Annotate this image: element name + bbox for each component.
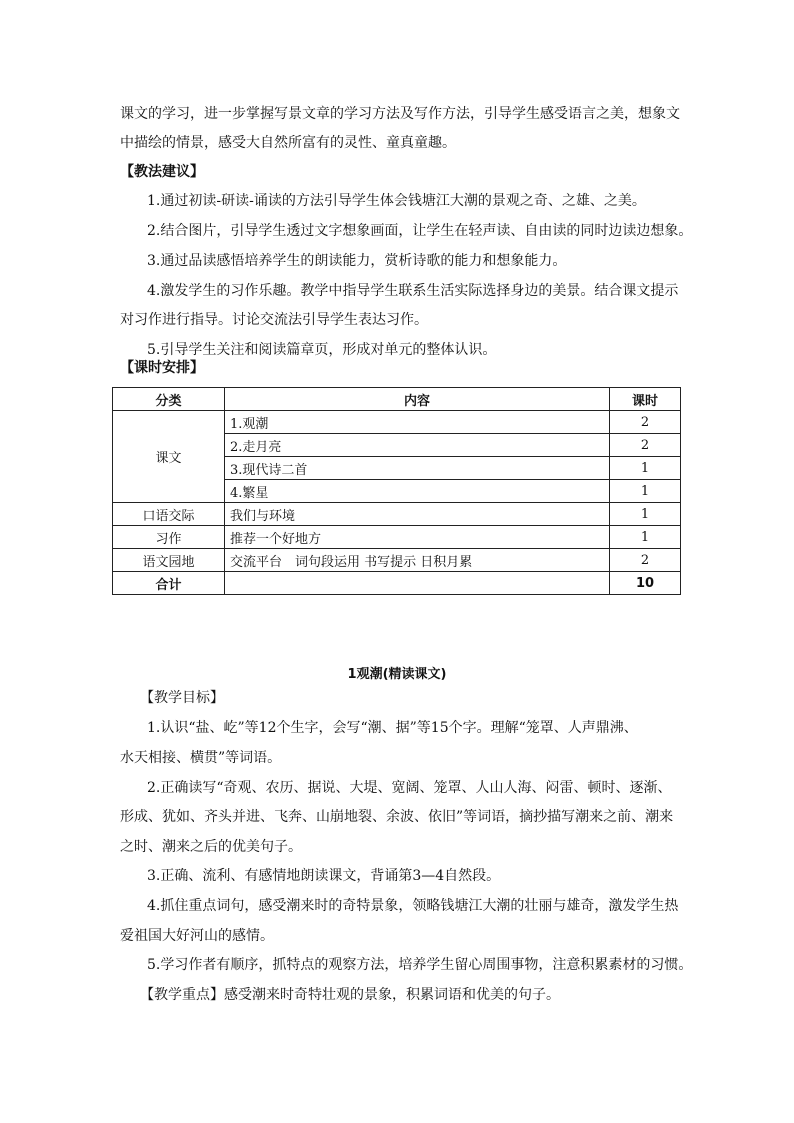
hours-cell: 1 <box>610 526 681 549</box>
table-row <box>113 411 681 434</box>
total-content-empty <box>225 572 610 595</box>
key-points-line <box>140 985 700 1005</box>
category-cell: 课文 <box>113 411 225 503</box>
goal-line-1: 1.认识“盐、屹”等12个生字，会写“潮、据”等15个字。理解“笼罩、人声鼎沸、 <box>147 720 638 736</box>
hours-cell: 2 <box>610 434 681 457</box>
content-cell: 推荐一个好地方 <box>225 526 610 549</box>
goals-heading: 【教学目标】 <box>140 690 224 706</box>
method-item-1: 1.通过初读-研读-诵读的方法引导学生体会钱塘江大潮的景观之奇、之雄、之美。 <box>147 193 646 209</box>
method-item-4: 4.激发学生的习作乐趣。教学中指导学生联系生活实际选择身边的美景。结合课文提示 <box>147 283 679 299</box>
hours-cell: 1 <box>610 503 681 526</box>
hours-cell: 1 <box>610 480 681 503</box>
goal-line-6: 3.正确、流利、有感情地朗读课文，背诵第3—4自然段。 <box>147 868 501 884</box>
content-cell: 1.观潮 <box>225 411 610 434</box>
table-row <box>113 526 681 549</box>
content-cell: 3.现代诗二首 <box>225 457 610 480</box>
hours-cell: 2 <box>610 549 681 572</box>
table-row <box>113 503 681 526</box>
header-content: 内容 <box>225 388 610 411</box>
methods-heading: 【教法建议】 <box>120 164 204 180</box>
method-item-4-cont: 对习作进行指导。讨论交流法引导学生表达习作。 <box>120 312 428 328</box>
intro-line-2: 中描绘的情景，感受大自然所富有的灵性、童真童趣。 <box>120 135 456 151</box>
goal-line-4: 形成、犹如、齐头并进、飞奔、山崩地裂、余波、依旧”等词语，摘抄描写潮来之前、潮来 <box>120 809 674 825</box>
table-header-row <box>113 388 681 411</box>
total-label: 合计 <box>113 572 225 595</box>
intro-line-1: 课文的学习，进一步掌握写景文章的学习方法及写作方法，引导学生感受语言之美，想象文 <box>120 106 680 122</box>
goal-line-9: 5.学习作者有顺序，抓特点的观察方法，培养学生留心周围事物，注意积累素材的习惯。 <box>147 957 693 973</box>
content-cell: 我们与环境 <box>225 503 610 526</box>
goal-line-8: 爱祖国大好河山的感情。 <box>120 928 274 944</box>
schedule-heading: 【课时安排】 <box>120 360 204 376</box>
lesson-title: 1观潮(精读课文) <box>347 667 447 682</box>
method-item-2: 2.结合图片，引导学生透过文字想象画面，让学生在轻声读、自由读的同时边读边想象。 <box>147 223 693 239</box>
goal-line-3: 2.正确读写“奇观、农历、据说、大堤、宽阔、笼罩、人山人海、闷雷、顿时、逐渐、 <box>147 780 672 796</box>
header-hours: 课时 <box>610 388 681 411</box>
goal-line-7: 4.抓住重点词句，感受潮来时的奇特景象，领略钱塘江大潮的壮丽与雄奇，激发学生热 <box>147 898 679 914</box>
schedule-table <box>112 387 681 595</box>
content-cell: 2.走月亮 <box>225 434 610 457</box>
goal-line-5: 之时、潮来之后的优美句子。 <box>120 839 302 855</box>
content-cell: 4.繁星 <box>225 480 610 503</box>
hours-cell: 2 <box>610 411 681 434</box>
hours-cell: 1 <box>610 457 681 480</box>
method-item-5: 5.引导学生关注和阅读篇章页，形成对单元的整体认识。 <box>147 342 497 358</box>
total-hours: 10 <box>610 572 681 595</box>
key-points-heading: 【教学重点】 <box>140 987 224 1003</box>
goal-line-2: 水天相接、横贯”等词语。 <box>120 750 282 766</box>
category-cell: 口语交际 <box>113 503 225 526</box>
content-cell: 交流平台 词句段运用 书写提示 日积月累 <box>225 549 610 572</box>
table-row <box>113 549 681 572</box>
header-category: 分类 <box>113 388 225 411</box>
key-points-text: 感受潮来时奇特壮观的景象，积累词语和优美的句子。 <box>224 987 560 1003</box>
category-cell: 习作 <box>113 526 225 549</box>
method-item-3: 3.通过品读感悟培养学生的朗读能力，赏析诗歌的能力和想象能力。 <box>147 253 567 269</box>
category-cell: 语文园地 <box>113 549 225 572</box>
table-total-row <box>113 572 681 595</box>
